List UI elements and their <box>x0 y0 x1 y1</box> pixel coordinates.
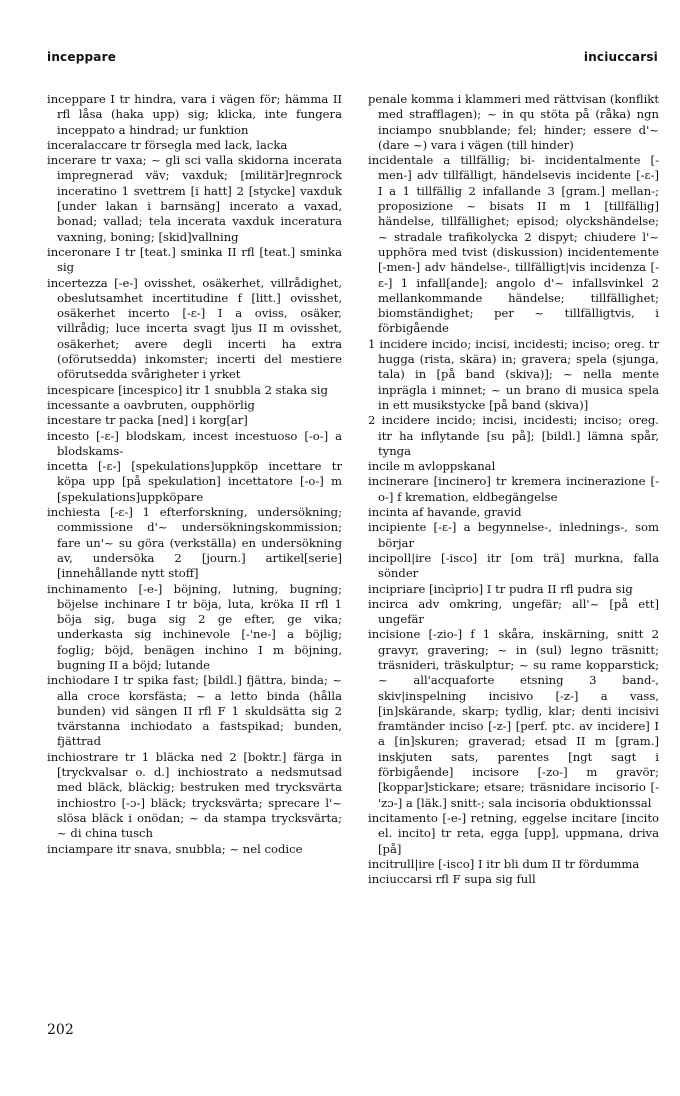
dictionary-entry: incinerare [incinero] tr kremera incinerazione [-o-] f kremation, eldbegängelse <box>368 474 659 504</box>
dictionary-entry: incipoll|ire [-isco] itr [om trä] murkna, falla sönder <box>368 550 659 581</box>
dictionary-entry: incespicare [incespico] itr 1 snubbla 2 staka sig <box>47 382 328 397</box>
dictionary-entry: incitrull|ire [-isco] I itr bli dum II tr fördumma <box>368 856 640 871</box>
dictionary-entry: incertezza [-e-] ovisshet, osäkerhet, villrådighet, obeslutsamhet incertitudine f [litt.] ovisshet, osäkerhet incerto [-ɛ-] I a oviss, osäker, villrådig; luce incerta svagt ljus II m ovisshet, osäkerhet; avere degli incerti ha extra (oförutsedda) inkomster; incerti del mestiere oförutsedda svårigheter i yrket <box>47 275 342 382</box>
dictionary-entry: penale komma i klammeri med rättvisan (konflikt med strafflagen); ~ in qu stöta på (råka) ngn inciampo snubblande; fel; hinder; essere d'~ (dare ~) vara i vägen (till hinder) <box>368 92 659 152</box>
dictionary-entry: inceppare I tr hindra, vara i vägen för; hämma II rfl låsa (haka upp) sig; klicka, inte fungera inceppato a hindrad; ur funktion <box>47 92 342 137</box>
right-guide-word: inciuccarsi <box>583 50 658 64</box>
dictionary-entry: incestare tr packa [ned] i korg[ar] <box>47 413 248 428</box>
dictionary-entry: inceralaccare tr försegla med lack, lacka <box>47 137 288 152</box>
left-column <box>47 92 342 857</box>
dictionary-entry: incitamento [-e-] retning, eggelse incitare [incito el. incito] tr reta, egga [upp], uppmana, driva [på] <box>368 810 659 856</box>
dictionary-entry: incipiente [-ɛ-] a begynnelse-, inlednings-, som börjar <box>368 520 659 550</box>
dictionary-entry: incerare tr vaxa; ~ gli sci valla skidorna incerata impregnerad väv; vaxduk; [militär]regnrock inceratino 1 svettrem [i hatt] 2 [stycke] vaxduk [under lakan i barnsäng] incerato a vaxad, bonad; vallad; tela incerata vaxduk inceratura vaxning, boning; [skid]vallning <box>47 153 342 244</box>
dictionary-entry: incidentale a tillfällig; bi- incidentalmente [-men-] adv tillfälligt, händelsevis incidente [-ɛ-] I a 1 tillfällig 2 infallande 3 [gram.] mellan-; proposizione ~ bisats II m 1 [tillfällig] händelse, tillfällighet; episod; olyckshändelse; ~ stradale trafikolycka 2 dispyt; chiudere l'~ upphöra med tvist (diskussion) incidentemente [-men-] adv händelse-, tillfälligt|vis incidenza [-ɛ-] 1 infall[ande]; angolo d'~ infallsvinkel 2 mellankommande händelse; tillfällighet; biomständighet; per ~ tillfälligtvis, i förbigående <box>368 153 659 336</box>
dictionary-entry: inceronare I tr [teat.] sminka II rfl [teat.] sminka sig <box>47 244 342 275</box>
dictionary-entry: incessante a oavbruten, oupphörlig <box>47 397 255 412</box>
dictionary-entry: inchiostrare tr 1 bläcka ned 2 [boktr.] färga in [tryckvalsar o. d.] inchiostrato a nedsmutsad med bläck, bläckig; bestruken med trycksvärta inchiostro [-ɔ-] bläck; trycksvärta; sprecare l'~ slösa bläck i onödan; ~ da stampa trycksvärta; ~ di china tusch <box>47 749 342 841</box>
left-guide-word: inceppare <box>47 50 117 64</box>
dictionary-entry: incisione [-zio-] f 1 skåra, inskärning, snitt 2 gravyr, gravering; ~ in (sul) legno träsnitt; träsnideri, träskulptur; ~ su rame kopparstick; ~ all'acquaforte etsning 3 band-, skiv|inspelning incisivo [-z-] a vass, [in]skärande, skarp; tydlig, klar; denti incisivi framtänder inciso [-z-] [perf. ptc. av incidere] I a [in]skuren; graverad; etsad II m [gram.] inskjuten sats, parentes [ngt sagt i förbigående] incisore [-zo-] m gravör; [koppar]stickare; etsare; träsnidare incisorio [-'zɔ-] a [läk.] snitt-; sala incisoria obduktionssal <box>368 627 659 810</box>
page-number: 202 <box>47 1022 74 1038</box>
dictionary-entry: incile m avloppskanal <box>368 459 496 474</box>
dictionary-entry: inchiodare I tr spika fast; [bildl.] fjättra, binda; ~ alla croce korsfästa; ~ a letto binda (hålla bunden) vid sängen II rfl F 1 skuldsätta sig 2 tvärstanna inchiodato a fastspikad; bunden, fjättrad <box>47 673 342 749</box>
dictionary-entry: 2 incidere incido; incisi, incidesti; inciso; oreg. itr ha inflytande [su på]; [bildl.] lämna spår, tynga <box>368 413 659 458</box>
page-header <box>47 50 658 70</box>
dictionary-entry: inciuccarsi rfl F supa sig full <box>368 872 536 887</box>
dictionary-entry: 1 incidere incido; incisi, incidesti; inciso; oreg. tr hugga (rista, skära) in; gravera; spela (sjunga, tala) in [på band (skiva)]; ~ nella mente inprägla i minnet; ~ un brano di musica spela in ett musikstycke [på band (skiva)] <box>368 336 659 412</box>
dictionary-entry: inciampare itr snava, snubbla; ~ nel codice <box>47 841 303 856</box>
dictionary-entry: incipriare [incìprio] I tr pudra II rfl pudra sig <box>368 581 633 596</box>
dictionary-entry: incinta af havande, gravid <box>368 505 522 520</box>
dictionary-entry: inchinamento [-e-] böjning, lutning, bugning; böjelse inchinare I tr böja, luta, kröka II rfl 1 böja sig, buga sig 2 ge efter, ge vika; underkasta sig inchinevole [-'ne-] a böjlig; foglig; böjd, benägen inchino I m böjning, bugning II a böjd; lutande <box>47 581 342 672</box>
dictionary-entry: incirca adv omkring, ungefär; all'~ [på ett] ungefär <box>368 596 659 627</box>
right-column <box>368 92 659 887</box>
dictionary-entry: inchiesta [-ɛ-] 1 efterforskning, undersökning; commissione d'~ undersökningskommission; fare un'~ su göra (verkställa) en undersökning av, undersöka 2 [journ.] artikel[serie] [innehållande nytt stoff] <box>47 505 342 581</box>
dictionary-entry: incetta [-ɛ-] [spekulations]uppköp incettare tr köpa upp [på spekulation] incettatore [-o-] m [spekulations]uppköpare <box>47 459 342 504</box>
dictionary-entry: incesto [-ɛ-] blodskam, incest incestuoso [-o-] a blodskams- <box>47 428 342 458</box>
